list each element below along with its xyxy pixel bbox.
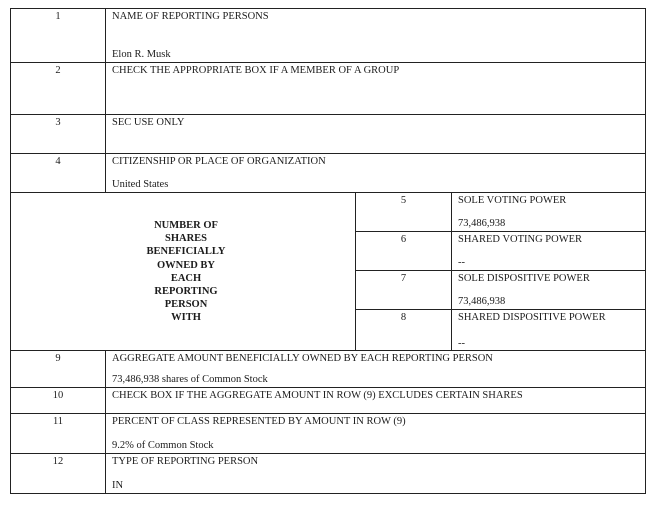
shares-label-line: SHARES <box>164 233 207 245</box>
row-number: 5 <box>356 193 452 231</box>
row-sole-dispositive-power <box>356 271 645 310</box>
row-number: 10 <box>11 388 106 413</box>
shared-dispositive-power-value: -- <box>458 338 465 349</box>
row-type-of-reporting-person <box>11 454 645 493</box>
row-number: 4 <box>11 154 106 192</box>
sole-dispositive-power-value: 73,486,938 <box>458 296 506 307</box>
row-number: 3 <box>11 115 106 153</box>
shares-block-label <box>11 193 356 350</box>
shares-label-line: BENEFICIALLY <box>146 246 226 258</box>
row-label: TYPE OF REPORTING PERSON <box>112 456 259 467</box>
row-percent-of-class <box>11 414 645 454</box>
row-sole-voting-power <box>356 193 645 232</box>
row-number: 9 <box>11 351 106 387</box>
row-number: 2 <box>11 63 106 114</box>
shares-label-line: REPORTING <box>154 286 218 298</box>
row-content <box>106 154 645 192</box>
row-number: 1 <box>11 9 106 62</box>
shares-label-line: WITH <box>171 312 201 324</box>
row-label: SOLE VOTING POWER <box>458 195 567 206</box>
row-label: SEC USE ONLY <box>112 117 185 128</box>
row-aggregate-amount <box>11 351 645 388</box>
row-label: CHECK BOX IF THE AGGREGATE AMOUNT IN ROW (9) EXCLUDES CERTAIN SHARES <box>112 390 523 401</box>
shares-label-line: EACH <box>170 272 202 284</box>
cover-page-table <box>10 8 646 494</box>
row-citizenship <box>11 154 645 193</box>
aggregate-amount-value: 73,486,938 shares of Common Stock <box>112 374 268 385</box>
row-sec-use-only <box>11 115 645 154</box>
row-label: CHECK THE APPROPRIATE BOX IF A MEMBER OF A GROUP <box>112 65 400 76</box>
row-content <box>452 193 645 231</box>
row-label: CITIZENSHIP OR PLACE OF ORGANIZATION <box>112 156 326 167</box>
row-label: SOLE DISPOSITIVE POWER <box>458 273 590 284</box>
shares-label-line: NUMBER OF <box>154 220 218 231</box>
row-number: 12 <box>11 454 106 493</box>
reporting-person-name: Elon R. Musk <box>112 49 171 60</box>
row-content <box>106 115 645 153</box>
row-label: SHARED DISPOSITIVE POWER <box>458 312 606 323</box>
shared-voting-power-value: -- <box>458 257 465 268</box>
row-number: 11 <box>11 414 106 453</box>
row-number: 6 <box>356 232 452 270</box>
row-shared-dispositive-power <box>356 310 645 351</box>
sole-voting-power-value: 73,486,938 <box>458 218 506 229</box>
row-shared-voting-power <box>356 232 645 271</box>
row-number: 7 <box>356 271 452 309</box>
row-content <box>106 454 645 493</box>
row-number: 8 <box>356 310 452 351</box>
row-content <box>106 351 645 387</box>
row-content <box>452 271 645 309</box>
row-content <box>452 232 645 270</box>
row-content <box>106 388 645 413</box>
row-label: SHARED VOTING POWER <box>458 234 583 245</box>
reporting-person-type-value: IN <box>112 480 124 491</box>
row-content <box>106 414 645 453</box>
percent-of-class-value: 9.2% of Common Stock <box>112 440 214 451</box>
row-label: AGGREGATE AMOUNT BENEFICIALLY OWNED BY EACH REPORTING PERSON <box>112 353 493 364</box>
row-label: PERCENT OF CLASS REPRESENTED BY AMOUNT IN ROW (9) <box>112 416 406 427</box>
row-content <box>106 9 645 62</box>
shares-label-line: OWNED BY <box>156 259 216 271</box>
row-excludes-certain-shares <box>11 388 645 414</box>
shares-label-line: PERSON <box>164 299 208 311</box>
row-content <box>106 63 645 114</box>
row-check-group-box <box>11 63 645 115</box>
row-label: NAME OF REPORTING PERSONS <box>112 11 269 22</box>
row-name-of-reporting-persons <box>11 9 645 63</box>
row-content <box>452 310 645 351</box>
shares-label-text <box>131 219 241 325</box>
citizenship-value: United States <box>112 179 169 190</box>
shares-beneficially-owned-block <box>11 193 645 351</box>
